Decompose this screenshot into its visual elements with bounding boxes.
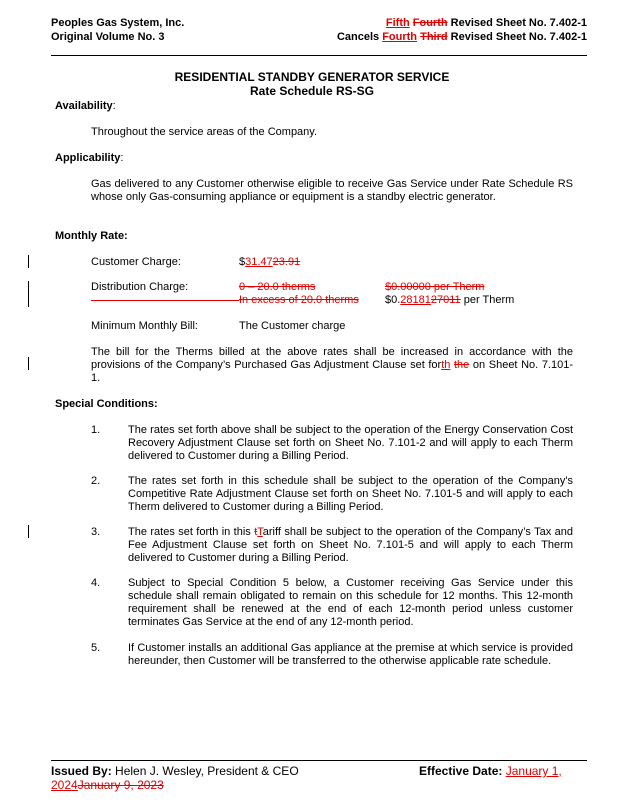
revision-bar bbox=[28, 255, 29, 268]
effective-date-label: Effective Date: bbox=[419, 764, 503, 778]
distribution-rate-2 bbox=[385, 294, 514, 306]
revision-bar bbox=[28, 357, 29, 370]
volume-number: Original Volume No. 3 bbox=[51, 31, 165, 43]
distribution-charge-label: Distribution Charge: bbox=[91, 281, 189, 293]
inserted-text: Fifth bbox=[385, 17, 410, 29]
cancels-sheet-text: Revised Sheet No. 7.402-1 bbox=[447, 31, 587, 43]
cancels-prefix: Cancels bbox=[336, 31, 383, 43]
applicability-colon: : bbox=[120, 152, 124, 164]
availability-colon: : bbox=[112, 100, 116, 112]
condition-text: The rates set forth in this schedule shall be subject to the operation of the Company's Competitive Rate Adjustment Clause set forth on Sheet No. 7.101-5 and will apply to each Therm delivered to Customer during a Billing Period. bbox=[128, 475, 573, 513]
inserted-text: January 1, bbox=[505, 764, 562, 778]
customer-charge-label: Customer Charge: bbox=[91, 256, 181, 268]
condition-text-end: ariff shall be subject to the operation of the Company’s Tax and Fee Adjustment Clause set forth on Sheet No. 7.101-5 and will apply to each Therm delivered to Customer during a Billing Period. bbox=[128, 526, 573, 564]
deleted-text: 23.91 bbox=[272, 256, 301, 268]
monthly-rate-heading: Monthly Rate: bbox=[55, 230, 128, 242]
inserted-text: 28181 bbox=[400, 294, 431, 306]
issued-by-label: Issued By: bbox=[51, 764, 112, 778]
inserted-text: Fourth bbox=[382, 31, 418, 43]
special-conditions-heading: Special Conditions: bbox=[55, 398, 158, 410]
deleted-text: Third bbox=[420, 31, 448, 43]
revision-bar bbox=[28, 281, 29, 307]
inserted-text: th bbox=[441, 359, 451, 371]
page-subtitle: Rate Schedule RS-SG bbox=[249, 84, 375, 98]
currency-symbol: $ bbox=[239, 256, 246, 268]
deleted-text: Fourth bbox=[412, 17, 448, 29]
inserted-text: 31.47 bbox=[245, 256, 273, 268]
company-name: Peoples Gas System, Inc. bbox=[51, 17, 185, 29]
condition-text bbox=[128, 526, 573, 565]
revision-bar bbox=[28, 525, 29, 538]
applicability-text: Gas delivered to any Customer otherwise eligible to receive Gas Service under Rate Schedule RS whose only Gas-consuming appliance or equipment is a standby electric generator. bbox=[91, 178, 573, 203]
deleted-text: January 9, 2023 bbox=[77, 778, 164, 792]
condition-text: Subject to Special Condition 5 below, a Customer receiving Gas Service under this schedule shall remain obligated to remain on this schedule for 12 months. This 12-month requirement shall be renewed at the end of each 12-month period unless customer terminates Gas Service at the end of any 12-month period. bbox=[128, 577, 573, 628]
pga-text: The bill for the Therms billed at the above rates shall be increased in accordance with the provisions of the Company’s Purchased Gas Adjustment Clause set for bbox=[91, 346, 573, 371]
availability-text: Throughout the service areas of the Company. bbox=[91, 126, 318, 138]
condition-number: 2. bbox=[91, 475, 101, 487]
rate-suffix: per Therm bbox=[460, 294, 515, 306]
pga-text-end: on Sheet No. 7.101-1. bbox=[91, 359, 574, 384]
deleted-text: the bbox=[454, 359, 470, 371]
header-rule bbox=[51, 55, 587, 56]
distribution-range-1: 0 – 20.0 therms bbox=[239, 281, 316, 293]
effective-date-continued bbox=[51, 778, 164, 792]
condition-number: 5. bbox=[91, 642, 101, 654]
sheet-number bbox=[386, 17, 587, 29]
inserted-text: T bbox=[257, 526, 263, 538]
deleted-text: t bbox=[254, 526, 258, 538]
rate-prefix: $0. bbox=[385, 294, 401, 306]
page-title: RESIDENTIAL STANDBY GENERATOR SERVICE bbox=[174, 70, 450, 84]
availability-heading bbox=[55, 100, 116, 112]
distribution-range-2: In excess of 20.0 therms bbox=[239, 294, 359, 306]
condition-text: The rates set forth above shall be subject to the operation of the Energy Conservation Cost Recovery Adjustment Clause set forth on Sheet No. 7.101-2 and will apply to each Therm delivered to Customer during a Billing Period. bbox=[128, 424, 573, 462]
applicability-heading-text: Applicability bbox=[55, 152, 121, 164]
inserted-text: 2024 bbox=[51, 778, 78, 792]
condition-number: 3. bbox=[91, 526, 101, 538]
minimum-bill-value: The Customer charge bbox=[239, 320, 346, 332]
footer-rule bbox=[51, 760, 587, 761]
sheet-number-text: Revised Sheet No. 7.402-1 bbox=[447, 17, 587, 29]
issued-by-value: Helen J. Wesley, President & CEO bbox=[111, 764, 299, 778]
applicability-heading bbox=[55, 152, 123, 164]
minimum-bill-label: Minimum Monthly Bill: bbox=[91, 320, 198, 332]
pga-paragraph bbox=[91, 346, 573, 385]
distribution-rate-1: $0.00000 per Therm bbox=[385, 281, 485, 293]
issued-by bbox=[51, 764, 299, 778]
condition-number: 4. bbox=[91, 577, 101, 589]
deleted-text: 27011 bbox=[430, 294, 461, 306]
condition-text-start: The rates set forth in this bbox=[128, 526, 255, 538]
condition-text: If Customer installs an additional Gas appliance at the premise at which service is provided hereunder, then Customer will be transferred to the otherwise applicable rate schedule. bbox=[128, 642, 573, 667]
condition-number: 1. bbox=[91, 424, 101, 436]
availability-heading-text: Availability bbox=[55, 100, 113, 112]
cancels-sheet-number bbox=[337, 31, 587, 43]
strikeout-line bbox=[91, 300, 239, 301]
effective-date bbox=[419, 764, 562, 778]
customer-charge-value bbox=[239, 256, 300, 268]
